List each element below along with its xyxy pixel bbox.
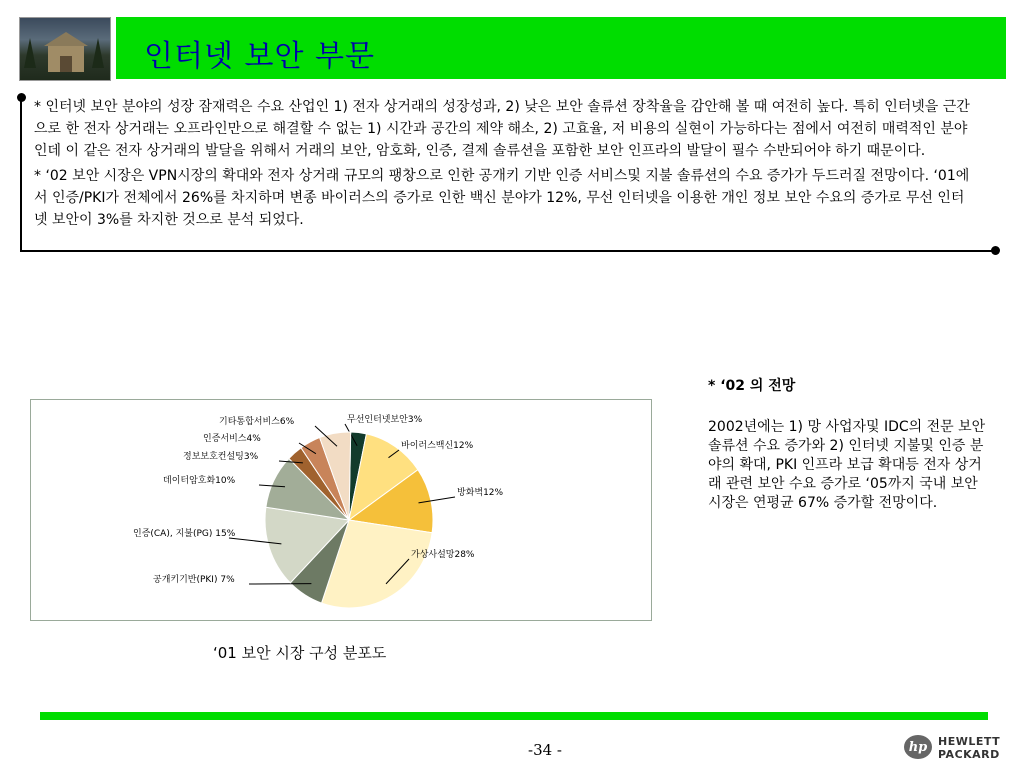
pie-label: 공개키기반(PKI) 7%	[153, 575, 235, 585]
forecast-panel	[708, 377, 988, 513]
hp-logo	[898, 730, 1013, 764]
bottom-bar	[40, 712, 988, 720]
title-bar	[116, 17, 1006, 79]
pie-chart	[31, 400, 651, 620]
chart-caption: ‘01 보안 시장 구성 분포도	[213, 644, 387, 662]
page-title: 인터넷 보안 부문	[144, 39, 375, 74]
pie-label: 가상사설망28%	[411, 550, 475, 560]
hp-logo-mark: hp	[904, 735, 932, 759]
pie-label: 인증서비스4%	[203, 434, 261, 444]
body-text	[34, 96, 974, 234]
paragraph-2: * ‘02 보안 시장은 VPN시장의 확대와 전자 상거래 규모의 팽창으로 인한 공개키 기반 인증 서비스및 지불 솔류션의 수요 증가가 두드러질 전망이다. ‘01에서 인증/PKI가 전체에서 26%를 차지하며 변종 바이러스의 증가로 인한 백신 분야가 12%, 무선 인터넷을 이용한 개인 정보 보안 수요의 증가로 무선 인터넷 보안이 3%를 차지한 것으로 분석 되었다.	[34, 168, 970, 228]
pie-chart-box	[30, 399, 652, 621]
page-number: -34 -	[528, 741, 562, 759]
pie-label: 무선인터넷보안3%	[347, 415, 423, 425]
frame-dot-top	[17, 93, 26, 102]
pie-label: 바이러스백신12%	[401, 441, 474, 451]
pie-label: 방화벽12%	[457, 488, 504, 498]
forecast-body: 2002년에는 1) 망 사업자및 IDC의 전문 보안 솔류션 수요 증가와 2) 인터넷 지불및 인증 분야의 확대, PKI 인프라 보급 확대등 전자 상거래 관련 보안 수요 증가로 ‘05까지 국내 보안 시장은 연평균 67% 증가할 전망이다.	[708, 419, 986, 511]
pie-label: 인증(CA), 지불(PG) 15%	[133, 529, 236, 539]
header-photo	[19, 17, 111, 81]
paragraph-1: * 인터넷 보안 분야의 성장 잠재력은 수요 산업인 1) 전자 상거래의 성장성과, 2) 낮은 보안 솔류션 장착율을 감안해 볼 때 여전히 높다. 특히 인터넷을 근간으로 한 전자 상거래는 오프라인만으로 해결할 수 없는 1) 시간과 공간의 제약 해소, 2) 고효율, 저 비용의 실현이 가능하다는 점에서 여전히 매력적인 분야인데 이 같은 전자 상거래의 발달을 위해서 거래의 보안, 암호화, 인증, 결제 솔류션을 포함한 보안 인프라의 발달이 필수 수반되어야 하기 때문이다.	[34, 99, 970, 159]
pie-label: 데이터암호화10%	[163, 476, 236, 486]
frame-left-line	[20, 97, 22, 252]
pie-label: 기타통합서비스6%	[219, 417, 295, 427]
frame-dot-right	[991, 246, 1000, 255]
hp-logo-line2: PACKARD	[938, 748, 1000, 761]
forecast-heading: * ‘02 의 전망	[708, 378, 796, 394]
hp-logo-line1: HEWLETT	[938, 735, 1001, 748]
pie-label: 정보보호컨설팅3%	[183, 452, 259, 462]
frame-bottom-line	[20, 250, 996, 252]
